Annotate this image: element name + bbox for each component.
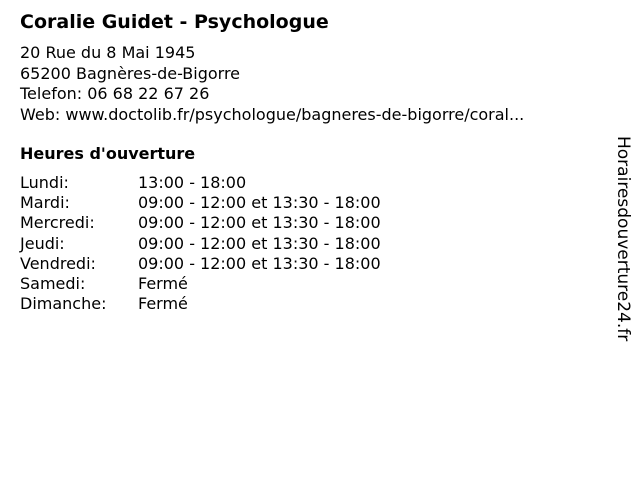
day-label: Jeudi:	[20, 233, 65, 253]
city-line: 65200 Bagnères-de-Bigorre	[20, 63, 241, 83]
day-label: Vendredi:	[20, 253, 96, 273]
phone-line: Telefon: 06 68 22 67 26	[20, 84, 210, 103]
hours-row-wednesday	[20, 213, 381, 233]
time-value: 09:00 - 12:00 et 13:30 - 18:00	[138, 193, 381, 213]
time-value: 09:00 - 12:00 et 13:30 - 18:00	[138, 233, 381, 253]
day-label: Dimanche:	[20, 294, 107, 314]
time-value: 09:00 - 12:00 et 13:30 - 18:00	[138, 213, 381, 233]
day-label: Lundi:	[20, 173, 69, 192]
day-label: Mercredi:	[20, 213, 95, 233]
web-line: Web: www.doctolib.fr/psychologue/bagneres-de-bigorre/coral...	[20, 104, 525, 124]
business-address	[20, 43, 524, 125]
hours-row-saturday	[20, 274, 381, 294]
time-value: 13:00 - 18:00	[138, 173, 247, 192]
hours-row-sunday	[20, 294, 381, 314]
day-label: Samedi:	[20, 274, 86, 294]
time-value: Fermé	[138, 294, 188, 314]
time-value: Fermé	[138, 274, 188, 294]
site-watermark: Horairesdouverture24.fr	[613, 136, 633, 342]
hours-row-monday	[20, 173, 381, 193]
hours-heading: Heures d'ouverture	[20, 144, 196, 163]
business-title: Coralie Guidet - Psychologue	[20, 11, 329, 33]
day-label: Mardi:	[20, 193, 70, 213]
hours-row-thursday	[20, 234, 381, 254]
time-value: 09:00 - 12:00 et 13:30 - 18:00	[138, 253, 381, 273]
street-address: 20 Rue du 8 Mai 1945	[20, 43, 196, 62]
opening-hours-table	[20, 173, 381, 314]
hours-row-friday	[20, 254, 381, 274]
hours-row-tuesday	[20, 193, 381, 213]
